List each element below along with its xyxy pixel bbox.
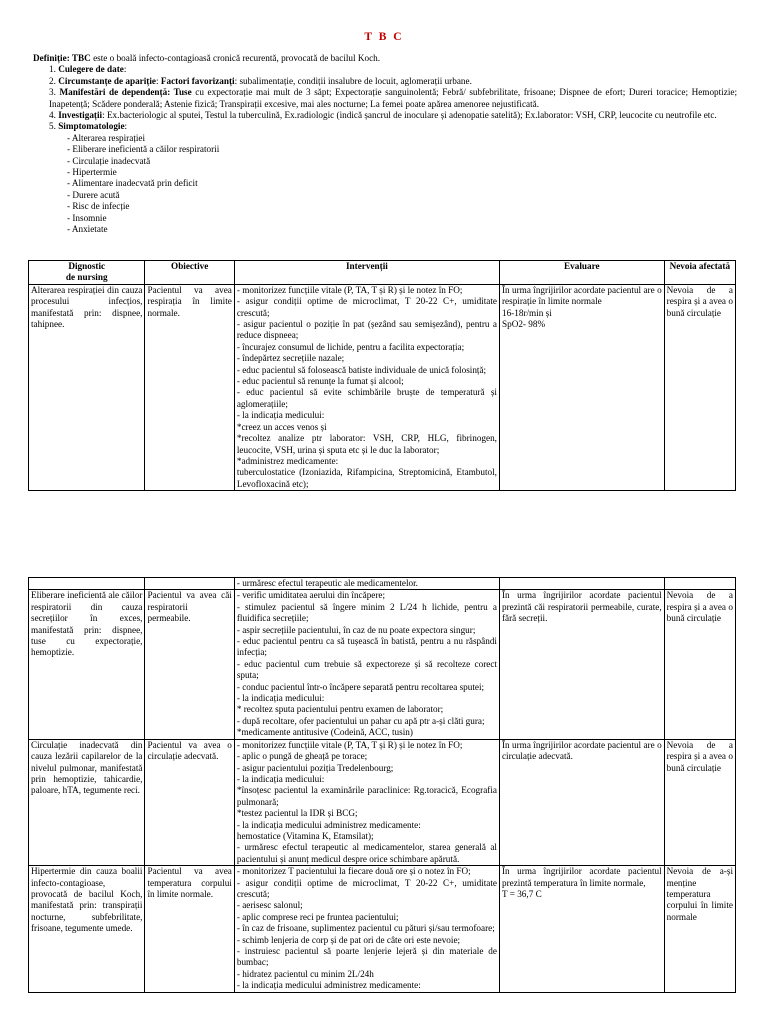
symptom-item: - Alimentare inadecvată prin deficit: [67, 178, 737, 189]
section-list: [33, 64, 737, 132]
section-item: [49, 64, 737, 75]
definition-term: TBC: [71, 53, 91, 63]
evaluare-line: În urma îngrijirilor acordate pacientul prezintă temperatura în limite normale,: [501, 866, 662, 888]
interventie-line: - aerisesc salonul;: [236, 900, 303, 911]
evaluare-line: În urma îngrijirilor acordate pacientul prezintă căi respiratorii permeabile, curate, fără secreții.: [501, 590, 662, 624]
evaluare-line: 16-18r/min și: [501, 307, 552, 318]
section-text: :: [123, 64, 127, 75]
section-label: Manifestări de dependență: Tuse: [59, 87, 192, 98]
definition-label: Definiție: [33, 53, 67, 63]
obiective-cell: Pacientul va avea respirația în limite normale.: [145, 284, 234, 490]
continuation-row: [29, 578, 736, 590]
symptom-item: - Circulație inadecvată: [67, 156, 737, 167]
obiective-cell: Pacientul va avea căi respiratorii permeabile.: [145, 590, 234, 739]
header-obiective: Obiective: [145, 261, 234, 285]
interventie-line: - educ pacientul cum trebuie să expectoreze și să recolteze corect sputa;: [236, 658, 497, 681]
interventie-line: *însoțesc pacientul la examinările paraclinice: Rg.toracică, Ecografia pulmonară;: [236, 785, 497, 807]
section-number: 2.: [49, 75, 56, 86]
header-evaluare: Evaluare: [499, 261, 664, 285]
section-label: Simptomatologie: [58, 121, 125, 132]
interventie-line: - monitorizez funcțiile vitale (P, TA, T și R) și le notez în FO;: [236, 739, 463, 750]
document-title: T B C: [364, 31, 404, 43]
interventii-cell: [234, 739, 499, 865]
evaluare-cell: [499, 739, 664, 865]
section-text: :: [124, 121, 128, 132]
section-item: 2. Circumstanțe de apariție: Factori favorizanți: subalimentație, condiții insalubre de locuit, aglomerații urbane.: [49, 75, 472, 86]
interventie-line: - la indicația medicului:: [236, 693, 325, 704]
obiective-cell: Pacientul va avea o circulație adecvată.: [145, 739, 234, 865]
section-text: : subalimentație, condiții insalubre de locuit, aglomerații urbane.: [234, 75, 472, 86]
header-diagnostic: Dignostic de nursing: [29, 261, 145, 285]
interventii-cell: [234, 284, 499, 490]
interventie-line: *medicamente antitusive (Codeină, ACC, tusin): [236, 727, 413, 738]
symptom-item: - Eliberare ineficientă a căilor respiratorii: [67, 144, 737, 155]
diagnostic-cell: Eliberare ineficientă ale căilor respiratorii din cauza secrețiilor în exces, manifestată prin: dispnee, tuse cu expectorație, hemoptizie.: [29, 590, 145, 739]
section-item: [49, 87, 737, 110]
interventie-line: - asigur pacientul o poziție în pat (șezând sau semișezând), pentru a reduce dispneea;: [236, 319, 497, 341]
interventie-line: tuberculostatice (Izoniazida, Rifampicina, Streptomicină, Etambutol, Levofloxacină etc);: [236, 467, 497, 489]
symptom-list: [33, 133, 737, 236]
interventii-cell: [234, 866, 499, 992]
interventie-line: - hidratez pacientul cu minim 2L/24h: [236, 968, 374, 979]
interventie-line: - asigur pacientului poziția Tredelenbourg;: [236, 762, 394, 773]
nevoia-cell: Nevoia de a respira și a avea o bună circulație: [664, 739, 735, 865]
section-label: Circumstanțe de apariție: [58, 75, 157, 86]
interventie-line: hemostatice (Vitamina K, Etamsilat);: [236, 830, 374, 841]
table-row: [29, 590, 736, 739]
symptom-item: - Insomnie: [67, 213, 737, 224]
evaluare-cell: [499, 866, 664, 992]
section-number: 4.: [49, 110, 56, 121]
interventie-line: - educ pacientul să evite schimbările bruște de temperatură și aglomerațiile;: [236, 387, 497, 409]
nursing-table-page2: [28, 577, 736, 993]
interventie-line: * recoltez sputa pacientului pentru examen de laborator;: [236, 704, 444, 715]
evaluare-line: SpO2- 98%: [501, 319, 546, 330]
section-item: [49, 121, 737, 132]
section-text: cu expectorație mai mult de 3 săpt; Expectorație sanguinolentă; Febră/ subfebrilitate, frisoane; Dispnee de efort; Dureri toracice; Hemoptizie; Inapetență; Scădere ponderală; Astenie fizică; Transpirații excesive, mai ales nocturne; La femei poate apărea amenoree nejustificată.: [49, 87, 738, 109]
interventie-line: - educ pacientul să folosească batiste individuale de unică folosință;: [236, 364, 487, 375]
interventie-line: *creez un acces venos și: [236, 421, 327, 432]
diagnostic-cell: Hipertermie din cauza boalii infecto-contagioase, provocată de bacilul Koch, manifestată prin: transpirații nocturne, subfebrilitate, frisoane, tegumente umede.: [29, 866, 145, 992]
interventie-line: - educ pacientul să renunțe la fumat și alcool;: [236, 376, 404, 387]
section-sublabel: Factori favorizanți: [160, 75, 235, 86]
evaluare-line: În urma îngrijirilor acordate pacientul are o respirație în limite normale: [501, 284, 662, 307]
interventie-line: - educ pacientul pentru ca să tușească în batistă, pentru a nu răspândi infecția;: [236, 636, 497, 658]
evaluare-cell: [499, 590, 664, 739]
interventie-line: - monitorizez funcțiile vitale (P, TA, T și R) și le notez în FO;: [236, 284, 463, 295]
interventie-line: - după recoltare, ofer pacientului un pahar cu apă ptr a-și clăti gura;: [236, 715, 485, 726]
evaluare-line: T = 36,7 C: [501, 888, 542, 899]
interventie-line: - încurajez consumul de lichide, pentru a facilita expectorația;: [236, 341, 465, 352]
interventie-line: *administrez medicamente:: [236, 455, 339, 466]
interventie-line: - monitorizez T pacientului la fiecare două ore și o notez în FO;: [236, 866, 471, 877]
interventii-cell: [234, 590, 499, 739]
nevoia-cell: Nevoia de a respira și a avea o bună circulație: [664, 590, 735, 739]
section-text: : Ex.bacteriologic al sputei, Testul la tuberculină, Ex.radiologic (indică șancrul de inoculare și adenopatie satelită); Ex.laborator: VSH, CRP, leucocite cu neutrofile etc.: [102, 110, 717, 121]
symptom-item: - Hipertermie: [67, 167, 737, 178]
interventie-line: - conduc pacientul într-o încăpere separată pentru recoltarea sputei;: [236, 681, 485, 692]
section-number: 1.: [49, 64, 56, 75]
interventie-line: - aspir secrețiile pacientului, în caz de nu poate expectora singur;: [236, 624, 476, 635]
interventie-line: - asigur condiții optime de microclimat, T 20-22 C+, umiditate crescută;: [236, 296, 497, 318]
section-label: Investigații: [58, 110, 103, 121]
header-interventii: Intervenții: [234, 261, 499, 285]
interventie-line: - asigur condiții optime de microclimat, T 20-22 C+, umiditate crescută;: [236, 877, 497, 899]
definition: Definiție: TBC este o boală infecto-contagioasă cronică recurentă, provocată de bacilul Koch.: [33, 53, 381, 63]
evaluare-cell: [499, 284, 664, 490]
continuation-text: - urmăresc efectul terapeutic ale medicamentelor.: [234, 578, 499, 590]
interventie-line: - la indicația medicului:: [236, 410, 325, 421]
interventie-line: - la indicația medicului administrez medicamente:: [236, 980, 421, 991]
section-number: 3.: [49, 87, 56, 98]
section-label: Culegere de date: [58, 64, 124, 75]
interventie-line: - stimulez pacientul să îngere minim 2 L/24 h lichide, pentru a fluidifica secrețiile;: [236, 601, 497, 624]
nursing-table-page1: [28, 260, 736, 491]
table-row: [29, 866, 736, 992]
table-row: [29, 284, 736, 490]
interventie-line: *recoltez analize ptr laborator: VSH, CRP, HLG, fibrinogen, leucocite, VSH, urina și sputa etc și le duc la laborator;: [236, 433, 497, 455]
evaluare-line: În urma îngrijirilor acordate pacientul are o circulație adecvată.: [501, 739, 662, 762]
interventie-line: - urmăresc efectul terapeutic al medicamentelor, starea generală al pacientului și anunț medicul despre orice schimbare apărută.: [236, 842, 497, 864]
interventie-line: - aplic o pungă de gheață pe torace;: [236, 751, 368, 762]
obiective-cell: Pacientul va avea temperatura corpului în limite normale.: [145, 866, 234, 992]
interventie-line: - în caz de frisoane, suplimentez pacientul cu pături și/sau termofoare;: [236, 923, 495, 934]
interventie-line: - la indicația medicului administrez medicamente:: [236, 819, 421, 830]
table-row: [29, 739, 736, 865]
definition-text: este o boală infecto-contagioasă cronică recurentă, provocată de bacilul Koch.: [90, 53, 381, 63]
symptom-item: - Alterarea respirației: [67, 133, 737, 144]
nevoia-cell: Nevoia de a respira și a avea o bună circulație: [664, 284, 735, 490]
symptom-item: - Anxietate: [67, 224, 737, 235]
symptom-item: - Durere acută: [67, 190, 737, 201]
interventie-line: - schimb lenjeria de corp și de pat ori de câte ori este nevoie;: [236, 934, 461, 945]
section-item: [49, 110, 737, 121]
diagnostic-cell: Circulație inadecvată din cauza lezării capilarelor de la nivelul pulmonar, manifestată prin hemoptizie, tahicardie, paloare, hTA, tegumente reci.: [29, 739, 145, 865]
symptom-item: - Risc de infecție: [67, 201, 737, 212]
interventie-line: - verific umiditatea aerului din încăpere;: [236, 590, 386, 601]
nevoia-cell: Nevoia de a-și menține temperatura corpului în limite normale: [664, 866, 735, 992]
interventie-line: - instruiesc pacientul să poarte lenjerie lejeră și din materiale de bumbac;: [236, 946, 497, 968]
interventie-line: *testez pacientul la IDR și BCG;: [236, 808, 358, 819]
interventie-line: - la indicația medicului:: [236, 773, 325, 784]
intro-section: [33, 53, 737, 236]
section-number: 5.: [49, 121, 56, 132]
interventie-line: - aplic comprese reci pe fruntea pacientului;: [236, 911, 399, 922]
interventie-line: - îndepărtez secrețiile nazale;: [236, 353, 345, 364]
diagnostic-cell: Alterarea respirației din cauza procesului infecțios, manifestată prin: dispnee, tahipnee.: [29, 284, 145, 490]
header-nevoia: Nevoia afectată: [664, 261, 735, 285]
